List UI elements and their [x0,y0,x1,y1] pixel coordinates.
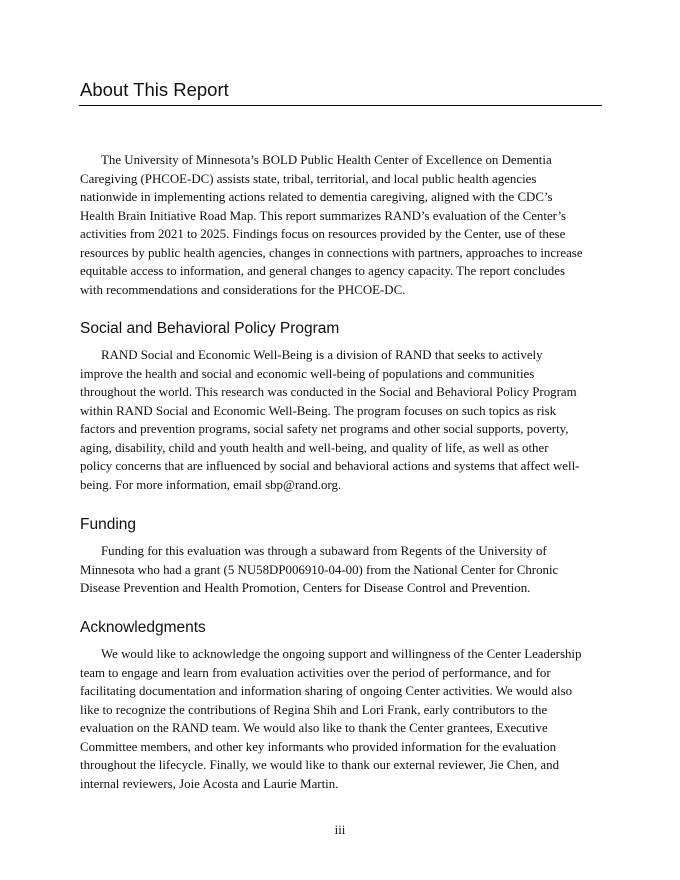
paragraph-line: aging, disability, child and youth health and well-being, and quality of life, as well as other [80,440,549,455]
intro-line: The University of Minnesota’s BOLD Public Health Center of Excellence on Dementia [101,153,552,167]
paragraph-line: throughout the lifecycle. Finally, we would like to thank our external reviewer, Jie Chen, and [80,758,560,772]
paragraph-line: team to engage and learn from evaluation activities over the period of performance, and for [80,665,551,680]
intro-line: Health Brain Initiative Road Map. This report summarizes RAND’s evaluation of the Center’s [80,208,567,223]
intro-line: activities from 2021 to 2025. Findings focus on resources provided by the Center, use of these [80,227,566,241]
page-number: iii [334,823,346,837]
paragraph-line: facilitating documentation and information sharing of ongoing Center activities. We would also [80,684,573,698]
intro-line: resources by public health agencies, changes in connections with partners, approaches to increase [80,245,583,260]
paragraph-line: within RAND Social and Economic Well-Being. The program focuses on such topics as risk [80,403,557,418]
paragraph-line: Minnesota who had a grant (5 NU58DP006910-04-00) from the National Center for Chronic [80,562,559,577]
paragraph-line: We would like to acknowledge the ongoing support and willingness of the Center Leadership [101,647,582,661]
page-title: About This Report [80,79,229,100]
intro-paragraph [80,151,601,299]
section-heading-social-behavioral-policy: Social and Behavioral Policy Program [80,320,340,337]
paragraph-line: like to recognize the contributions of Regina Shih and Lori Frank, early contributors to the [80,702,548,717]
paragraph-line: Funding for this evaluation was through a subaward from Regents of the University of [101,544,547,558]
section-heading-funding: Funding [80,516,137,533]
intro-line: equitable access to information, and general changes to agency capacity. The report concludes [80,264,565,278]
paragraph-line: Disease Prevention and Health Promotion, Centers for Disease Control and Prevention. [80,581,531,595]
section-heading-acknowledgments: Acknowledgments [80,619,206,636]
paragraph-line: throughout the world. This research was conducted in the Social and Behavioral Policy Program [80,385,577,399]
acknowledgments-paragraph [80,645,601,793]
intro-line: Caregiving (PHCOE-DC) assists state, tribal, territorial, and local public health agencies [80,171,537,186]
social-behavioral-policy-paragraph [80,346,601,494]
paragraph-line: being. For more information, email sbp@rand.org. [80,477,342,492]
paragraph-line: evaluation on the RAND team. We would also like to thank the Center grantees, Executive [80,721,548,735]
title-divider [79,105,602,106]
paragraph-line: RAND Social and Economic Well-Being is a division of RAND that seeks to actively [101,348,543,362]
paragraph-line: internal reviewers, Joie Acosta and Laurie Martin. [80,776,339,791]
paragraph-line: policy concerns that are influenced by social and behavioral actions and systems that affect well- [80,459,580,473]
paragraph-line: Committee members, and other key informants who provided information for the evaluation [80,739,557,754]
intro-line: with recommendations and considerations for the PHCOE-DC. [80,282,406,297]
intro-line: nationwide in implementing actions related to dementia caregiving, aligned with the CDC’s [80,190,553,204]
funding-paragraph [80,542,601,598]
paragraph-line: factors and prevention programs, social safety net programs and other social supports, poverty, [80,422,569,436]
paragraph-line: improve the health and social and economic well-being of populations and communities [80,366,535,381]
